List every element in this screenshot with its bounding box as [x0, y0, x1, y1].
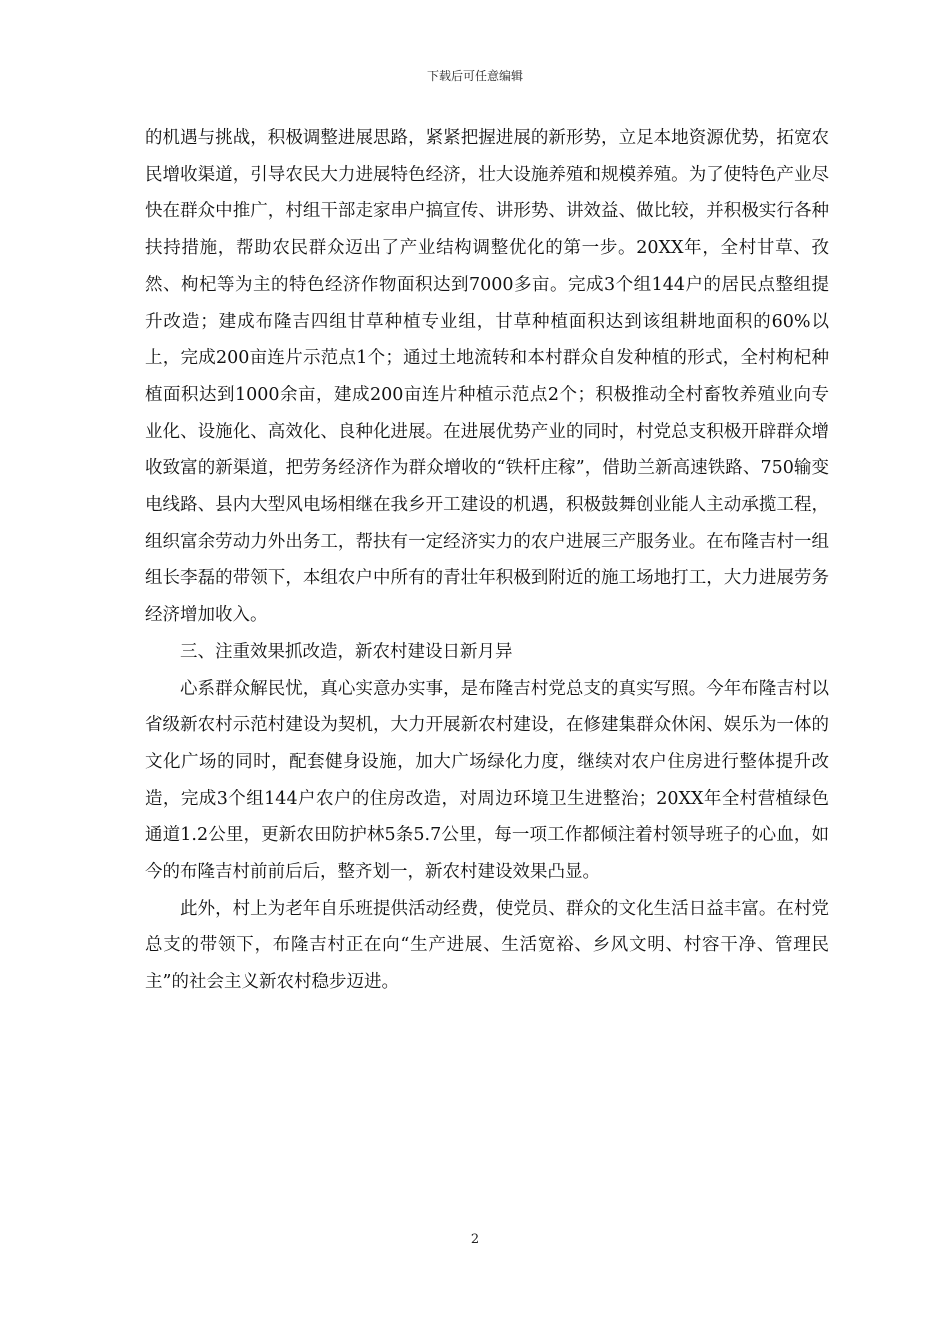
body-paragraph-2: 心系群众解民忧，真心实意办实事，是布隆吉村党总支的真实写照。今年布隆吉村以省级新农村示范村建设为契机，大力开展新农村建设，在修建集群众休闲、娱乐为一体的文化广场的同时，配套健身设施，加大广场绿化力度，继续对农户住房进行整体提升改造，完成3个组144户农户的住房改造，对周边环境卫生进整治；20XX年全村营植绿色通道1.2公里，更新农田防护林5条5.7公里，每一项工作都倾注着村领导班子的心血，如今的布隆吉村前前后后，整齐划一，新农村建设效果凸显。: [145, 678, 829, 883]
document-body: [145, 120, 829, 1001]
page-header: 下载后可任意编辑: [426, 69, 523, 83]
body-paragraph-1: 的机遇与挑战，积极调整进展思路，紧紧把握进展的新形势，立足本地资源优势，拓宽农民增收渠道，引导农民大力进展特色经济，壮大设施养殖和规模养殖。为了使特色产业尽快在群众中推广，村组干部走家串户搞宣传、讲形势、讲效益、做比较，并积极实行各种扶持措施，帮助农民群众迈出了产业结构调整优化的第一步。20XX年，全村甘草、孜然、枸杞等为主的特色经济作物面积达到7000多亩。完成3个组144户的居民点整组提升改造；建成布隆吉四组甘草种植专业组，甘草种植面积达到该组耕地面积的60%以上，完成200亩连片示范点1个；通过土地流转和本村群众自发种植的形式，全村枸杞种植面积达到1000余亩，建成200亩连片种植示范点2个；积极推动全村畜牧养殖业向专业化、设施化、高效化、良种化进展。在进展优势产业的同时，村党总支积极开辟群众增收致富的新渠道，把劳务经济作为群众增收的“铁杆庄稼”，借助兰新高速铁路、750输变电线路、县内大型风电场相继在我乡开工建设的机遇，积极鼓舞创业能人主动承揽工程，组织富余劳动力外出务工，帮扶有一定经济实力的农户进展三产服务业。在布隆吉村一组组长李磊的带领下，本组农户中所有的青壮年积极到附近的施工场地打工，大力进展劳务经济增加收入。: [145, 128, 829, 626]
section-heading-3: 三、注重效果抓改造，新农村建设日新月异: [180, 641, 513, 662]
page-number: 2: [470, 1232, 480, 1247]
body-paragraph-3: 此外，村上为老年自乐班提供活动经费，使党员、群众的文化生活日益丰富。在村党总支的带领下，布隆吉村正在向“生产进展、生活宽裕、乡风文明、村容干净、管理民主”的社会主义新农村稳步迈进。: [145, 898, 829, 993]
